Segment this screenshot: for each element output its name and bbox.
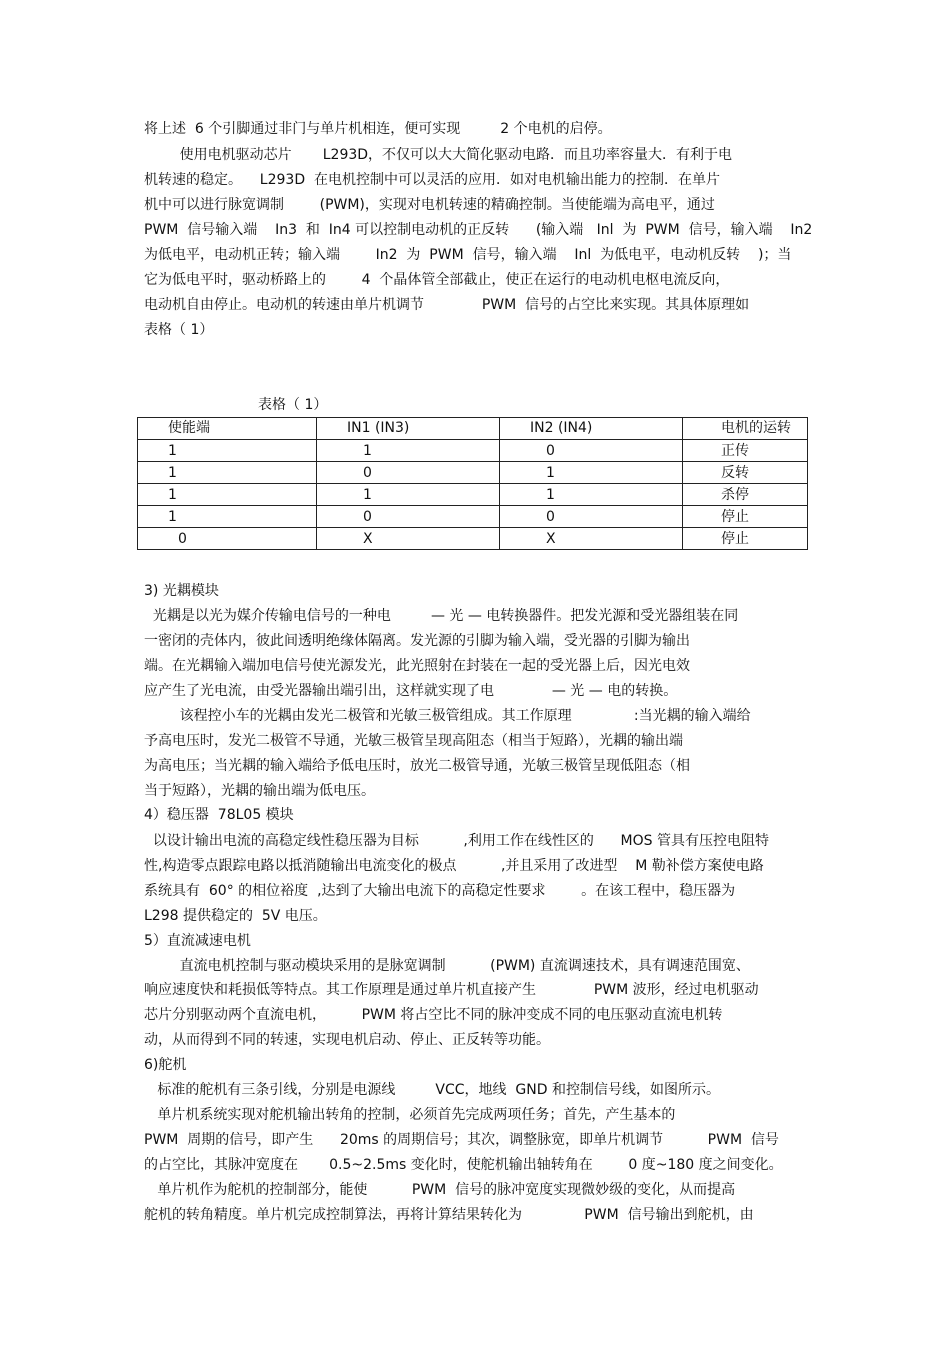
table-cell: 1 [138, 484, 317, 506]
table-cell: 0 [500, 506, 683, 528]
text-line: 该程控小车的光耦由发光二极管和光敏三极管组成。其工作原理 :当光耦的输入端给 [144, 708, 751, 724]
table-cell: X [500, 528, 683, 550]
text-line: 单片机系统实现对舵机输出转角的控制，必须首先完成两项任务；首先，产生基本的 [144, 1107, 676, 1123]
text-line: 为高电压；当光耦的输入端给予低电压时，放光二极管导通，光敏三极管呈现低阻态（相 [144, 758, 690, 774]
text-line: 光耦是以光为媒介传输电信号的一种电 — 光 — 电转换器件。把发光源和受光器组装在同 [144, 608, 739, 624]
table-cell: 停止 [683, 506, 808, 528]
text-line: 它为低电平时，驱动桥路上的 4 个晶体管全部截止，使正在运行的电动机电枢电流反向， [144, 272, 730, 288]
table-row [138, 484, 808, 506]
section-heading: 6)舵机 [144, 1057, 187, 1073]
table-header-cell: 使能端 [138, 418, 317, 440]
table-cell: 1 [500, 484, 683, 506]
text-line: 使用电机驱动芯片 L293D，不仅可以大大简化驱动电路．而且功率容量大．有利于电 [144, 147, 733, 163]
table-cell: 1 [317, 484, 500, 506]
text-line: 予高电压时，发光二极管不导通，光敏三极管呈现高阻态（相当于短路），光耦的输出端 [144, 733, 683, 749]
text-line: 直流电机控制与驱动模块采用的是脉宽调制 (PWM) 直流调速技术，具有调速范围宽、 [144, 958, 750, 974]
text-line: 为低电平，电动机正转；输入端 In2 为 PWM 信号，输入端 Inl 为低电平，电动机反转 )；当 [144, 247, 792, 263]
text-line: 表格（ 1） [144, 322, 214, 338]
text-line: 应产生了光电流，由受光器输出端引出，这样就实现了电 — 光 — 电的转换。 [144, 683, 678, 699]
text-line: 响应速度快和耗损低等特点。其工作原理是通过单片机直接产生 PWM 波形，经过电机驱动 [144, 982, 759, 998]
text-line: PWM 信号输入端 In3 和 In4 可以控制电动机的正反转 (输入端 Inl 为 PWM 信号，输入端 In2 [144, 222, 813, 238]
table-caption: 表格（ 1） [258, 397, 328, 413]
text-line: 芯片分别驱动两个直流电机， PWM 将占空比不同的脉冲变成不同的电压驱动直流电机转 [144, 1007, 723, 1023]
section-heading: 5）直流减速电机 [144, 933, 251, 949]
table-cell: 杀停 [683, 484, 808, 506]
table-row [138, 528, 808, 550]
text-line: L298 提供稳定的 5V 电压。 [144, 908, 327, 924]
table-cell: 0 [317, 462, 500, 484]
text-line: PWM 周期的信号，即产生 20ms 的周期信号；其次，调整脉宽，即单片机调节 PWM 信号 [144, 1132, 779, 1148]
text-line: 机中可以进行脉宽调制 (PWM)，实现对电机转速的精确控制。当使能端为高电平，通过 [144, 197, 715, 213]
text-line: 动，从而得到不同的转速，实现电机启动、停止、正反转等功能。 [144, 1032, 550, 1048]
text-line: 端。在光耦输入端加电信号使光源发光，此光照射在封装在一起的受光器上后，因光电效 [144, 658, 690, 674]
table-cell: 1 [138, 440, 317, 462]
table-row [138, 440, 808, 462]
text-line: 单片机作为舵机的控制部分，能使 PWM 信号的脉冲宽度实现微妙级的变化，从而提高 [144, 1182, 736, 1198]
table-cell: 1 [138, 506, 317, 528]
table-header-cell: IN1 (IN3) [317, 418, 500, 440]
text-line: 机转速的稳定。 L293D 在电机控制中可以灵活的应用．如对电机输出能力的控制．在单片 [144, 172, 721, 188]
text-line: 当于短路），光耦的输出端为低电压。 [144, 783, 375, 799]
table-cell: 正传 [683, 440, 808, 462]
text-line: 标准的舵机有三条引线，分别是电源线 VCC，地线 GND 和控制信号线，如图所示。 [144, 1082, 720, 1098]
text-line: 以设计输出电流的高稳定线性稳压器为目标 ,利用工作在线性区的 MOS 管具有压控电阻特 [144, 833, 769, 849]
table-cell: 反转 [683, 462, 808, 484]
table-cell: 0 [500, 440, 683, 462]
text-line: 一密闭的壳体内，彼此间透明绝缘体隔离。发光源的引脚为输入端，受光器的引脚为输出 [144, 633, 690, 649]
text-line: 电动机自由停止。电动机的转速由单片机调节 PWM 信号的占空比来实现。其具体原理如 [144, 297, 750, 313]
table-cell: 1 [500, 462, 683, 484]
table-header-cell: IN2 (IN4) [500, 418, 683, 440]
text-line: 性,构造零点跟踪电路以抵消随输出电流变化的极点 ,并且采用了改进型 M 勒补偿方案使电路 [144, 858, 764, 874]
table-cell: 0 [138, 528, 317, 550]
text-line: 的占空比，其脉冲宽度在 0.5~2.5ms 变化时，使舵机输出轴转角在 0 度~180 度之间变化。 [144, 1157, 783, 1173]
table-cell: X [317, 528, 500, 550]
table-cell: 1 [138, 462, 317, 484]
table-header-row [138, 418, 808, 440]
table-cell: 1 [317, 440, 500, 462]
table-cell: 0 [317, 506, 500, 528]
table-row [138, 462, 808, 484]
table-cell: 停止 [683, 528, 808, 550]
text-line: 舵机的转角精度。单片机完成控制算法，再将计算结果转化为 PWM 信号输出到舵机，由 [144, 1207, 754, 1223]
section-heading: 3) 光耦模块 [144, 583, 219, 599]
table-row [138, 506, 808, 528]
table-header-cell: 电机的运转 [683, 418, 808, 440]
text-line: 系统具有 60° 的相位裕度 ,达到了大输出电流下的高稳定性要求 。在该工程中，稳压器为 [144, 883, 736, 899]
text-line: 将上述 6 个引脚通过非门与单片机相连，便可实现 2 个电机的启停。 [144, 121, 612, 137]
motor-truth-table [137, 417, 808, 550]
section-heading: 4）稳压器 78L05 模块 [144, 807, 294, 823]
